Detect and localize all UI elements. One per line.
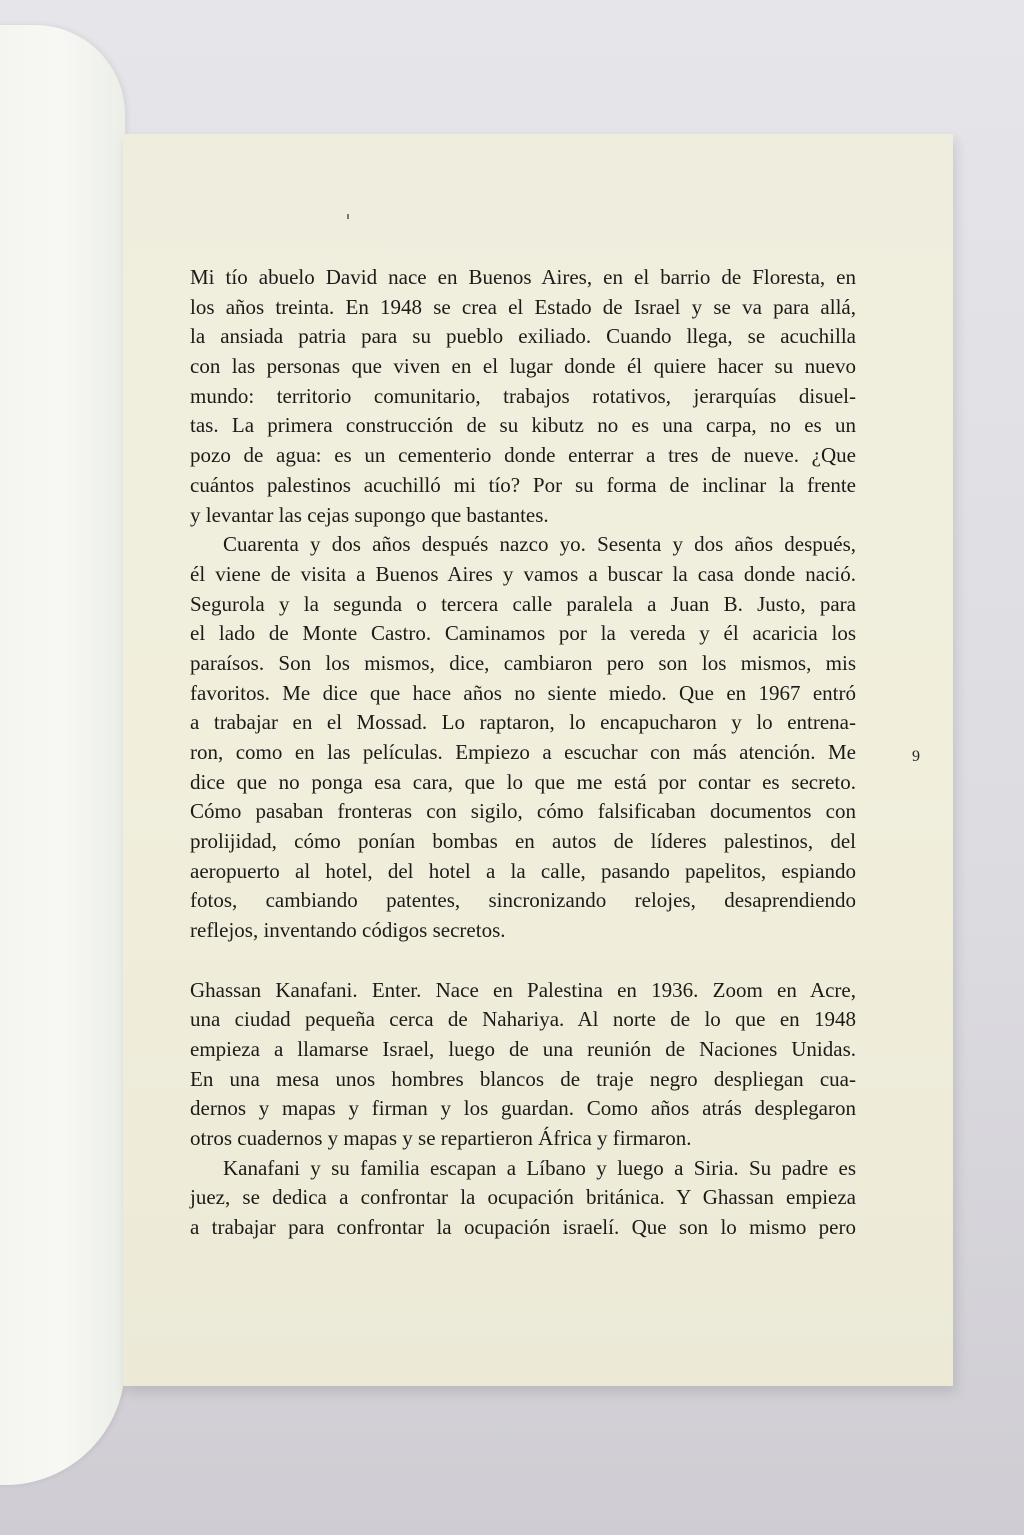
text-line: Ghassan Kanafani. Enter. Nace en Palestina en 1936. Zoom en Acre, — [190, 977, 856, 1002]
page-body-text — [190, 263, 856, 1243]
text-line: Cuarenta y dos años después nazco yo. Sesenta y dos años después, — [223, 532, 856, 557]
text-line: una ciudad pequeña cerca de Nahariya. Al norte de lo que en 1948 — [190, 1007, 856, 1032]
page-number: 9 — [912, 748, 920, 765]
text-line: Kanafani y su familia escapan a Líbano y luego a Siria. Su padre es — [223, 1155, 856, 1180]
paragraph — [190, 976, 856, 1154]
text-line: juez, se dedica a confrontar la ocupación británica. Y Ghassan empieza — [190, 1185, 856, 1210]
text-line: mundo: territorio comunitario, trabajos rotativos, jerarquías disuel- — [190, 383, 856, 408]
text-line: ron, como en las películas. Empiezo a escuchar con más atención. Me — [190, 740, 856, 764]
text-line: con las personas que viven en el lugar donde él quiere hacer su nuevo — [190, 354, 856, 379]
text-line: el lado de Monte Castro. Caminamos por la vereda y él acaricia los — [190, 621, 856, 646]
text-line: pozo de agua: es un cementerio donde enterrar a tres de nueve. ¿Que — [190, 443, 856, 468]
text-line: a trabajar en el Mossad. Lo raptaron, lo encapucharon y lo entrena- — [190, 710, 856, 735]
text-line: dice que no ponga esa cara, que lo que me está por contar es secreto. — [190, 769, 856, 794]
text-line: él viene de visita a Buenos Aires y vamos a buscar la casa donde nació. — [190, 561, 856, 586]
section-break — [190, 946, 856, 976]
text-line: Cómo pasaban fronteras con sigilo, cómo falsificaban documentos con — [190, 799, 856, 824]
text-section — [190, 263, 856, 946]
text-line: tas. La primera construcción de su kibutz no es una carpa, no es un — [190, 413, 856, 438]
text-line: paraísos. Son los mismos, dice, cambiaron pero son los mismos, mis — [190, 650, 856, 675]
paragraph — [190, 530, 856, 946]
text-line: los años treinta. En 1948 se crea el Estado de Israel y se va para allá, — [190, 294, 856, 319]
text-line: aeropuerto al hotel, del hotel a la calle, pasando papelitos, espiando — [190, 858, 856, 883]
text-line: cuántos palestinos acuchilló mi tío? Por su forma de inclinar la frente — [190, 472, 856, 497]
paragraph — [190, 263, 856, 530]
text-line: la ansiada patria para su pueblo exiliado. Cuando llega, se acuchilla — [190, 324, 856, 349]
text-section — [190, 976, 856, 1243]
text-line: En una mesa unos hombres blancos de traje negro despliegan cua- — [190, 1066, 856, 1091]
text-line: a trabajar para confrontar la ocupación israelí. Que son lo mismo pero — [190, 1215, 856, 1239]
paper-speck — [347, 214, 349, 219]
text-line: dernos y mapas y firman y los guardan. Como años atrás desplegaron — [190, 1096, 856, 1121]
text-line: Mi tío abuelo David nace en Buenos Aires, en el barrio de Floresta, en — [190, 265, 856, 289]
text-line: y levantar las cejas supongo que bastantes. — [190, 502, 549, 527]
text-line: reflejos, inventando códigos secretos. — [190, 918, 506, 943]
paragraph — [190, 1154, 856, 1243]
text-line: otros cuadernos y mapas y se repartieron África y firmaron. — [190, 1125, 692, 1150]
text-line: favoritos. Me dice que hace años no siente miedo. Que en 1967 entró — [190, 680, 856, 705]
text-line: Segurola y la segunda o tercera calle paralela a Juan B. Justo, para — [190, 591, 856, 616]
facing-page-curl — [0, 25, 125, 1485]
text-line: fotos, cambiando patentes, sincronizando relojes, desaprendiendo — [190, 888, 856, 913]
text-line: prolijidad, cómo ponían bombas en autos de líderes palestinos, del — [190, 829, 856, 854]
text-line: empieza a llamarse Israel, luego de una reunión de Naciones Unidas. — [190, 1036, 856, 1061]
